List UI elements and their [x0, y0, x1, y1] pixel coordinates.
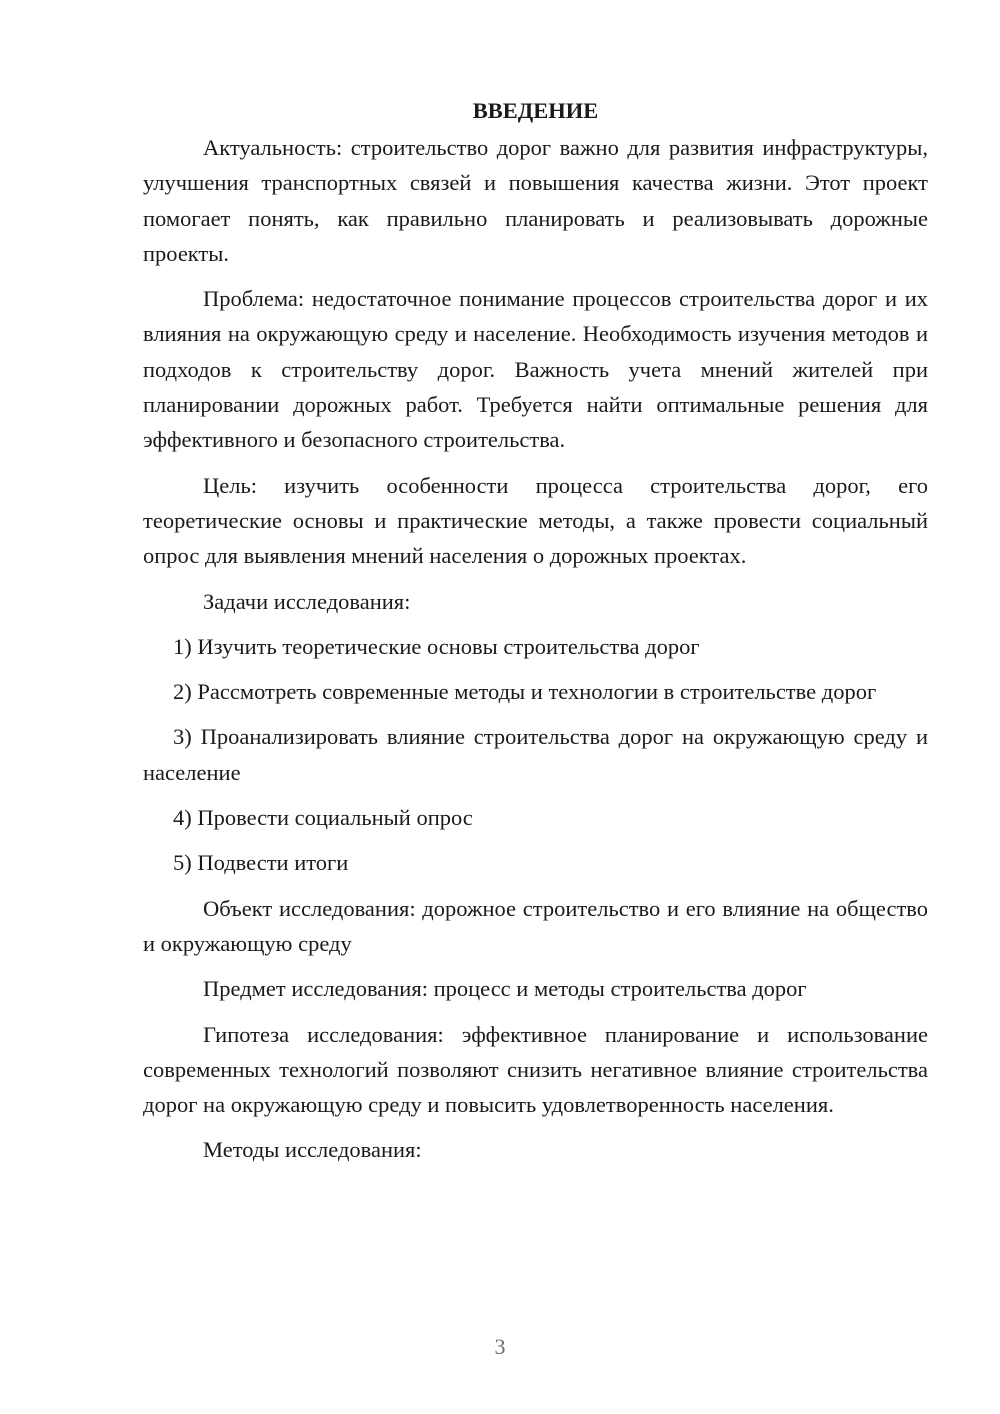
paragraph-object: Объект исследования: дорожное строительство и его влияние на общество и окружающую среду [143, 895, 928, 956]
section-heading: ВВЕДЕНИЕ [472, 98, 599, 123]
page-number: 3 [494, 1334, 506, 1359]
task-item-3: 3) Проанализировать влияние строительства дорог на окружающую среду и население [143, 724, 928, 785]
page-content [143, 92, 928, 1178]
paragraph-subject: Предмет исследования: процесс и методы строительства дорог [203, 976, 807, 1002]
paragraph-methods-intro: Методы исследования: [203, 1137, 422, 1163]
paragraph-goal: Цель: изучить особенности процесса строительства дорог, его теоретические основы и практические методы, а также провести социальный опрос для выявления мнений населения о дорожных проектах. [143, 472, 928, 569]
paragraph-tasks-intro: Задачи исследования: [203, 588, 411, 614]
paragraph-hypothesis: Гипотеза исследования: эффективное планирование и использование современных технологий позволяют снизить негативное влияние строительства дорог на окружающую среду и повысить удовлетворенность населения. [143, 1021, 928, 1118]
paragraph-relevance: Актуальность: строительство дорог важно для развития инфраструктуры, улучшения транспортных связей и повышения качества жизни. Этот проект помогает понять, как правильно планировать и реализовывать дорожные проекты. [143, 135, 928, 266]
task-item-1: 1) Изучить теоретические основы строительства дорог [173, 633, 700, 659]
task-item-5: 5) Подвести итоги [173, 850, 349, 876]
task-item-4: 4) Провести социальный опрос [173, 805, 473, 831]
task-item-2: 2) Рассмотреть современные методы и технологии в строительстве дорог [173, 679, 877, 705]
paragraph-problem: Проблема: недостаточное понимание процессов строительства дорог и их влияния на окружающую среду и население. Необходимость изучения методов и подходов к строительству дорог. Важность учета мнений жителей при планировании дорожных работ. Требуется найти оптимальные решения для эффективного и безопасного строительства. [143, 286, 928, 453]
